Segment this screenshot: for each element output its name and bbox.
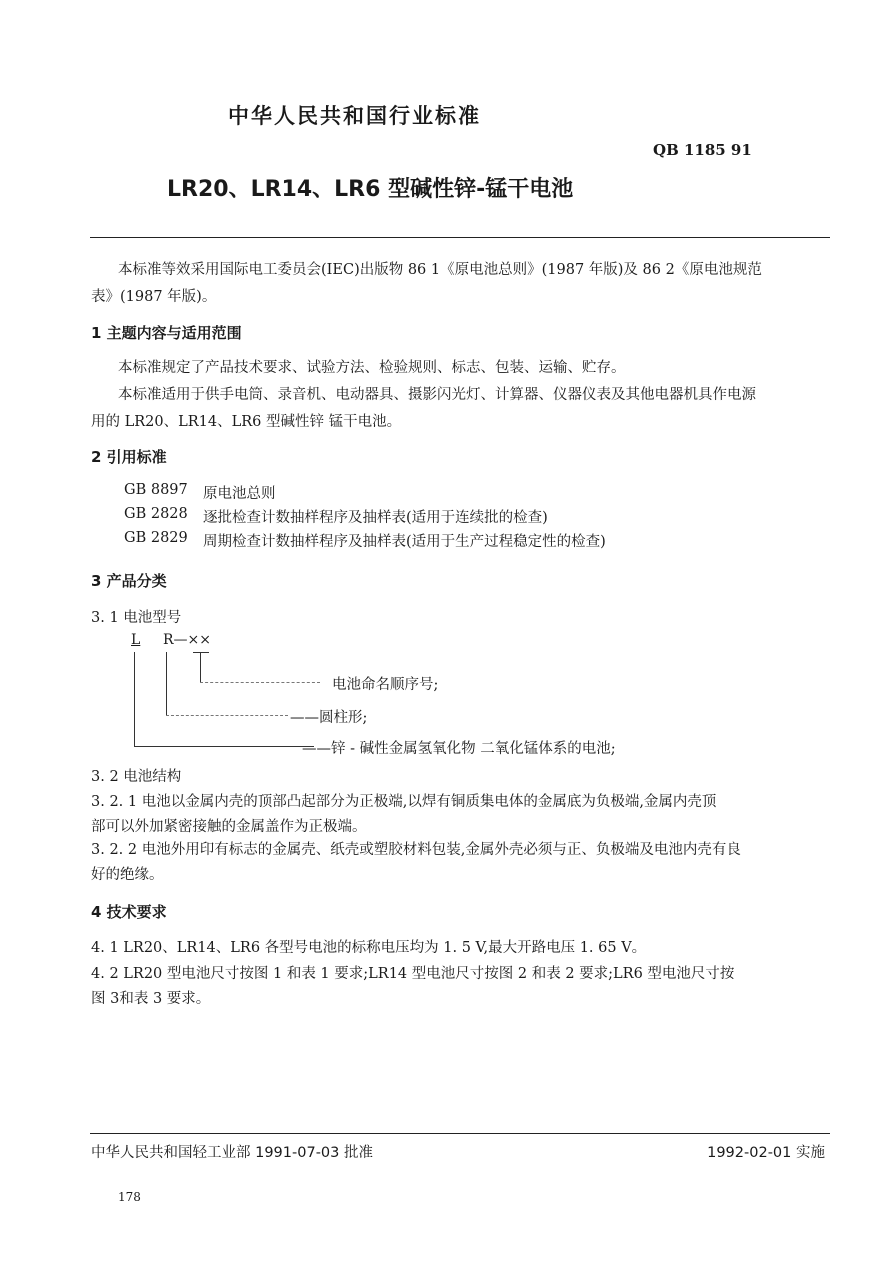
section-4-heading: 4 技术要求: [91, 903, 167, 921]
section-4-2-line-2: 图 3和表 3 要求。: [91, 991, 211, 1007]
section-2-heading: 2 引用标准: [91, 448, 167, 466]
section-4-1: 4. 1 LR20、LR14、LR6 各型号电池的标称电压均为 1. 5 V,最大开路电压 1. 65 V。: [91, 940, 647, 956]
section-3-2-2-line-2: 好的绝缘。: [91, 867, 164, 883]
section-1-para-2-line-1: 本标准适用于供手电筒、录音机、电动器具、摄影闪光灯、计算器、仪器仪表及其他电器机具作电源: [118, 387, 756, 403]
legend-electrochemical-system: ——锌 - 碱性金属氢氧化物 二氧化锰体系的电池;: [302, 741, 616, 757]
header-divider: [90, 237, 830, 238]
code-letter-l: L: [131, 632, 141, 648]
section-1-para-2-line-2: 用的 LR20、LR14、LR6 型碱性锌 锰干电池。: [91, 414, 402, 430]
org-title: 中华人民共和国行业标准: [228, 104, 481, 128]
section-3-2-1-line-1: 3. 2. 1 电池以金属内壳的顶部凸起部分为正极端,以焊有铜质集电体的金属底为负极端,金属内壳顶: [91, 794, 717, 810]
intro-line-1: 本标准等效采用国际电工委员会(IEC)出版物 86 1《原电池总则》(1987 年版)及 86 2《原电池规范: [118, 262, 762, 278]
section-1-heading: 1 主题内容与适用范围: [91, 324, 242, 342]
reference-code: GB 8897: [124, 482, 188, 498]
reference-code: GB 2829: [124, 530, 188, 546]
page-number: 178: [118, 1190, 141, 1204]
legend-cylindrical: ——圆柱形;: [290, 710, 368, 726]
reference-title: 逐批检查计数抽样程序及抽样表(适用于连续批的检查): [203, 510, 548, 526]
section-4-2-line-1: 4. 2 LR20 型电池尺寸按图 1 和表 1 要求;LR14 型电池尺寸按图 2 和表 2 要求;LR6 型电池尺寸按: [91, 966, 735, 982]
leader-line-system: [134, 652, 135, 746]
section-1-para-1: 本标准规定了产品技术要求、试验方法、检验规则、标志、包装、运输、贮存。: [118, 360, 626, 376]
code-letter-r-xx: R—××: [163, 632, 212, 648]
leader-line-sequence: [200, 652, 201, 682]
section-3-heading: 3 产品分类: [91, 572, 167, 590]
section-3-2-heading: 3. 2 电池结构: [91, 769, 182, 785]
leader-horizontal-sequence: [200, 682, 320, 683]
reference-title: 原电池总则: [203, 486, 276, 502]
xx-bracket: [193, 652, 209, 653]
approval-statement: 中华人民共和国轻工业部 1991-07-03 批准: [91, 1145, 373, 1161]
leader-horizontal-shape: [166, 715, 288, 716]
leader-horizontal-system: [134, 746, 314, 747]
standard-code: QB 1185 91: [653, 141, 752, 159]
reference-code: GB 2828: [124, 506, 188, 522]
footer-divider: [90, 1133, 830, 1134]
reference-title: 周期检查计数抽样程序及抽样表(适用于生产过程稳定性的检查): [203, 534, 606, 550]
leader-line-shape: [166, 652, 167, 715]
document-title: LR20、LR14、LR6 型碱性锌-锰干电池: [167, 177, 574, 202]
intro-line-2: 表》(1987 年版)。: [91, 289, 217, 305]
effective-date: 1992-02-01 实施: [707, 1145, 825, 1161]
section-3-1-heading: 3. 1 电池型号: [91, 610, 182, 626]
section-3-2-2-line-1: 3. 2. 2 电池外用印有标志的金属壳、纸壳或塑胶材料包装,金属外壳必须与正、负极端及电池内壳有良: [91, 842, 741, 858]
legend-sequence-number: 电池命名顺序号;: [332, 677, 439, 693]
section-3-2-1-line-2: 部可以外加紧密接触的金属盖作为正极端。: [91, 819, 367, 835]
